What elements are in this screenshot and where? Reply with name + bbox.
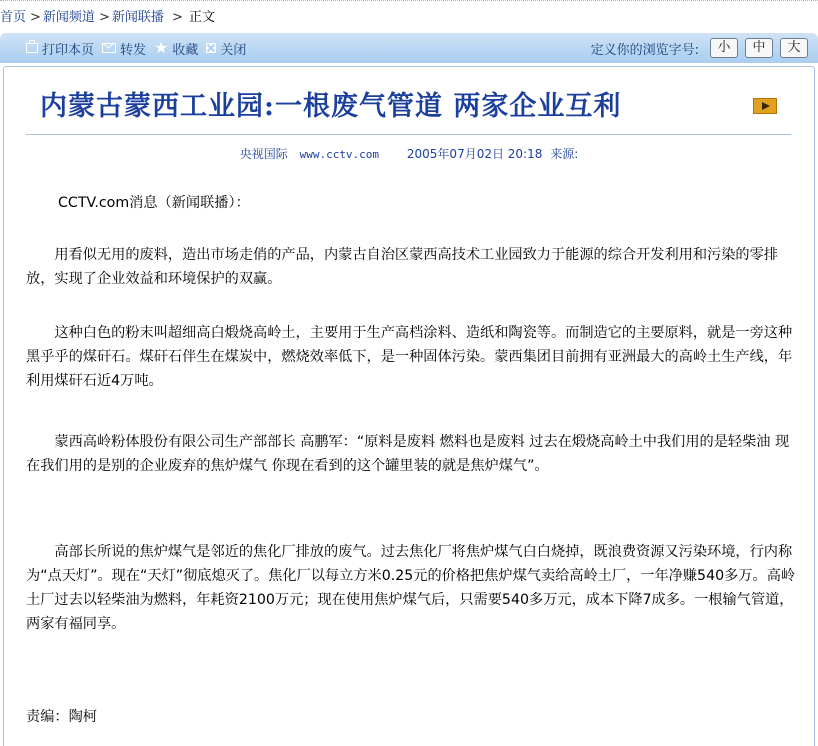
article-title: 内蒙古蒙西工业园:一根废气管道 两家企业互利 (40, 91, 622, 122)
breadcrumb (0, 9, 215, 27)
article-paragraph: 蒙西高岭粉体股份有限公司生产部部长 高鹏军：“原料是废料 燃料也是废料 过去在煅烧高岭土中我们用的是轻柴油 现在我们用的是别的企业废弃的焦炉煤气 你现在看到的这个罐里装的就是焦炉煤气”。 (26, 434, 790, 474)
breadcrumb-news-channel[interactable]: 新闻频道 (42, 10, 95, 25)
font-size-label: 定义你的浏览字号: (590, 42, 699, 58)
breadcrumb-news-broadcast[interactable]: 新闻联播 (111, 10, 164, 25)
meta-source: 央视国际 (239, 147, 288, 161)
breadcrumb-home[interactable]: 首页 (0, 10, 27, 25)
print-label: 打印本页 (42, 42, 95, 58)
breadcrumb-separator: > (167, 10, 188, 25)
toolbar-actions (26, 33, 254, 63)
article-panel (3, 66, 815, 746)
print-icon (26, 43, 38, 53)
close-label: 关闭 (220, 42, 247, 58)
meta-datetime: 2005年07月02日 20:18 (406, 147, 543, 161)
article-meta (0, 146, 818, 163)
video-icon[interactable] (753, 98, 777, 114)
article-paragraph: CCTV.com消息（新闻联播）： (58, 195, 250, 211)
favorite-button[interactable] (154, 39, 198, 58)
favorite-label: 收藏 (172, 42, 199, 58)
print-button[interactable] (26, 39, 94, 58)
mail-icon (102, 43, 116, 53)
meta-source-label: 来源: (550, 147, 579, 161)
breadcrumb-separator: > (30, 10, 41, 25)
title-divider (26, 134, 791, 135)
article-paragraph: 高部长所说的焦炉煤气是邻近的焦化厂排放的废气。过去焦化厂将焦炉煤气白白烧掉，既浪费资源又污染环境，行内称为“点天灯”。现在“天灯”彻底熄灭了。焦化厂以每立方米0.25元的价格把焦炉煤气卖给高岭土厂，一年净赚540多万。高岭土厂过去以轻柴油为燃料，年耗资2100万元；现在使用焦炉煤气后，只需要540多万元，成本下降7成多。一根输气管道，两家有福同享。 (26, 544, 796, 632)
breadcrumb-separator: > (98, 10, 110, 25)
forward-label: 转发 (120, 42, 147, 58)
breadcrumb-current: 正文 (189, 10, 216, 25)
top-dotted-line (0, 0, 818, 1)
article-editor: 责编：陶柯 (26, 709, 97, 725)
forward-button[interactable] (102, 39, 146, 58)
meta-url: www.cctv.com (299, 148, 380, 161)
font-size-controls (591, 33, 808, 63)
font-size-medium-button[interactable]: 中 (745, 38, 773, 58)
font-size-large-button[interactable]: 大 (780, 38, 808, 58)
star-icon: ★ (154, 38, 169, 57)
close-button[interactable] (206, 39, 246, 58)
close-icon (206, 43, 216, 53)
font-size-small-button[interactable]: 小 (710, 38, 738, 58)
article-paragraph: 这种白色的粉末叫超细高白煅烧高岭土，主要用于生产高档涂料、造纸和陶瓷等。而制造它的主要原料，就是一旁这种黑乎乎的煤矸石。煤矸石伴生在煤炭中，燃烧效率低下，是一种固体污染。蒙西集团目前拥有亚洲最大的高岭土生产线，年利用煤矸石近4万吨。 (26, 325, 793, 389)
article-paragraph: 用看似无用的废料，造出市场走俏的产品，内蒙古自治区蒙西高技术工业园致力于能源的综合开发利用和污染的零排放，实现了企业效益和环境保护的双赢。 (26, 247, 778, 287)
article-toolbar (0, 33, 818, 63)
